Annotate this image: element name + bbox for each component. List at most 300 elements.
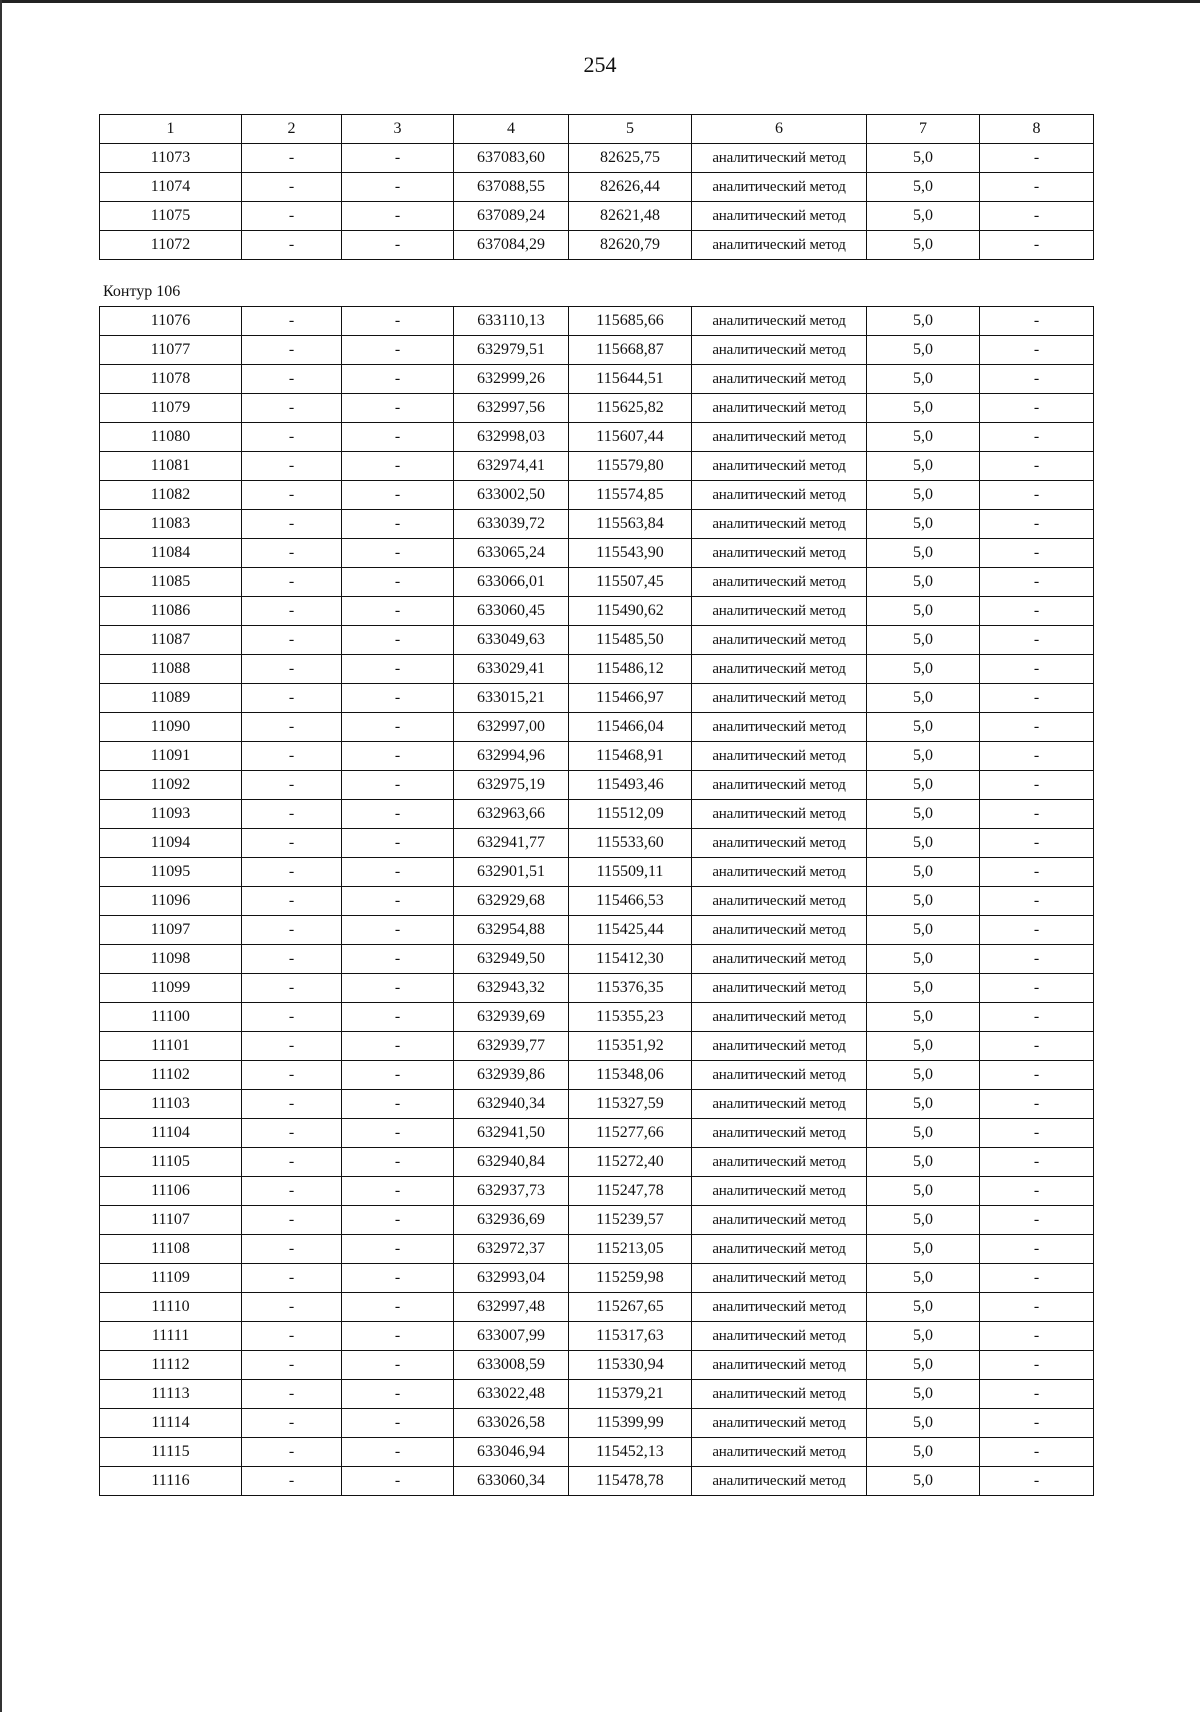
cell-coord-x: 633015,21	[454, 684, 569, 713]
cell-coord-x: 633066,01	[454, 568, 569, 597]
cell-coord-x: 632939,77	[454, 1032, 569, 1061]
cell-accuracy: 5,0	[867, 1293, 980, 1322]
header-cell: 6	[692, 115, 867, 144]
cell-coord-y: 115625,82	[569, 394, 692, 423]
cell-coord-y: 115376,35	[569, 974, 692, 1003]
cell-method: аналитический метод	[692, 1351, 867, 1380]
table-row	[100, 1032, 1094, 1061]
cell-point-number: 11076	[100, 307, 242, 336]
cell-coord-y: 115327,59	[569, 1090, 692, 1119]
table-row	[100, 800, 1094, 829]
header-cell: 8	[980, 115, 1094, 144]
cell-coord-y: 115466,53	[569, 887, 692, 916]
cell-accuracy: 5,0	[867, 858, 980, 887]
cell-point-number: 11095	[100, 858, 242, 887]
cell-col-3: -	[342, 1264, 454, 1293]
cell-coord-x: 633007,99	[454, 1322, 569, 1351]
cell-col-3: -	[342, 597, 454, 626]
cell-col-8: -	[980, 1235, 1094, 1264]
cell-point-number: 11102	[100, 1061, 242, 1090]
cell-point-number: 11096	[100, 887, 242, 916]
cell-col-2: -	[242, 336, 342, 365]
cell-col-8: -	[980, 1177, 1094, 1206]
table-row	[100, 336, 1094, 365]
cell-accuracy: 5,0	[867, 1264, 980, 1293]
table-row	[100, 539, 1094, 568]
cell-col-3: -	[342, 655, 454, 684]
cell-coord-x: 632901,51	[454, 858, 569, 887]
cell-coord-y: 115507,45	[569, 568, 692, 597]
cell-col-2: -	[242, 365, 342, 394]
cell-method: аналитический метод	[692, 1380, 867, 1409]
cell-accuracy: 5,0	[867, 365, 980, 394]
cell-method: аналитический метод	[692, 481, 867, 510]
cell-accuracy: 5,0	[867, 1003, 980, 1032]
cell-col-2: -	[242, 916, 342, 945]
cell-col-3: -	[342, 713, 454, 742]
cell-col-2: -	[242, 887, 342, 916]
cell-accuracy: 5,0	[867, 684, 980, 713]
cell-col-8: -	[980, 974, 1094, 1003]
cell-coord-x: 632972,37	[454, 1235, 569, 1264]
cell-col-2: -	[242, 1467, 342, 1496]
cell-col-2: -	[242, 1148, 342, 1177]
cell-coord-y: 115452,13	[569, 1438, 692, 1467]
cell-method: аналитический метод	[692, 1235, 867, 1264]
cell-col-2: -	[242, 829, 342, 858]
cell-col-3: -	[342, 742, 454, 771]
table-row	[100, 510, 1094, 539]
cell-coord-y: 115348,06	[569, 1061, 692, 1090]
table-row	[100, 597, 1094, 626]
cell-method: аналитический метод	[692, 713, 867, 742]
table-row	[100, 307, 1094, 336]
table-row	[100, 1235, 1094, 1264]
cell-coord-y: 115509,11	[569, 858, 692, 887]
header-cell: 5	[569, 115, 692, 144]
cell-method: аналитический метод	[692, 173, 867, 202]
table-row	[100, 423, 1094, 452]
cell-coord-x: 633065,24	[454, 539, 569, 568]
cell-col-2: -	[242, 974, 342, 1003]
contour-label: Контур 106	[103, 283, 181, 300]
cell-point-number: 11087	[100, 626, 242, 655]
cell-method: аналитический метод	[692, 655, 867, 684]
cell-accuracy: 5,0	[867, 1235, 980, 1264]
cell-method: аналитический метод	[692, 1061, 867, 1090]
header-cell: 1	[100, 115, 242, 144]
coordinates-table-contour-body	[100, 307, 1094, 1496]
cell-coord-x: 632954,88	[454, 916, 569, 945]
cell-col-8: -	[980, 510, 1094, 539]
cell-col-8: -	[980, 1293, 1094, 1322]
cell-col-3: -	[342, 173, 454, 202]
cell-accuracy: 5,0	[867, 1032, 980, 1061]
cell-col-3: -	[342, 1235, 454, 1264]
coordinates-table-top	[99, 114, 1094, 260]
cell-coord-y: 115330,94	[569, 1351, 692, 1380]
cell-col-8: -	[980, 916, 1094, 945]
cell-coord-y: 115399,99	[569, 1409, 692, 1438]
cell-coord-x: 633002,50	[454, 481, 569, 510]
cell-col-3: -	[342, 510, 454, 539]
cell-col-3: -	[342, 1293, 454, 1322]
cell-col-3: -	[342, 452, 454, 481]
table-row	[100, 1148, 1094, 1177]
cell-coord-x: 633060,34	[454, 1467, 569, 1496]
cell-coord-y: 115563,84	[569, 510, 692, 539]
table-row	[100, 1090, 1094, 1119]
cell-col-8: -	[980, 945, 1094, 974]
table-row	[100, 1003, 1094, 1032]
table-row	[100, 1293, 1094, 1322]
cell-coord-y: 115493,46	[569, 771, 692, 800]
cell-col-2: -	[242, 1061, 342, 1090]
table-row	[100, 655, 1094, 684]
cell-col-3: -	[342, 945, 454, 974]
header-cell: 2	[242, 115, 342, 144]
cell-accuracy: 5,0	[867, 655, 980, 684]
cell-method: аналитический метод	[692, 365, 867, 394]
cell-accuracy: 5,0	[867, 1351, 980, 1380]
cell-col-3: -	[342, 1467, 454, 1496]
cell-coord-y: 115466,97	[569, 684, 692, 713]
cell-col-2: -	[242, 1003, 342, 1032]
cell-col-8: -	[980, 858, 1094, 887]
table-row	[100, 858, 1094, 887]
cell-accuracy: 5,0	[867, 1090, 980, 1119]
cell-accuracy: 5,0	[867, 829, 980, 858]
cell-point-number: 11079	[100, 394, 242, 423]
table-row	[100, 1177, 1094, 1206]
cell-coord-x: 632997,48	[454, 1293, 569, 1322]
cell-coord-x: 632999,26	[454, 365, 569, 394]
cell-col-2: -	[242, 568, 342, 597]
cell-col-8: -	[980, 1380, 1094, 1409]
cell-col-3: -	[342, 916, 454, 945]
header-cell: 4	[454, 115, 569, 144]
table-row	[100, 1467, 1094, 1496]
cell-coord-y: 115213,05	[569, 1235, 692, 1264]
cell-point-number: 11081	[100, 452, 242, 481]
cell-accuracy: 5,0	[867, 423, 980, 452]
cell-coord-y: 115486,12	[569, 655, 692, 684]
cell-accuracy: 5,0	[867, 597, 980, 626]
cell-point-number: 11075	[100, 202, 242, 231]
header-cell: 3	[342, 115, 454, 144]
cell-method: аналитический метод	[692, 1467, 867, 1496]
cell-coord-x: 632998,03	[454, 423, 569, 452]
cell-method: аналитический метод	[692, 1119, 867, 1148]
cell-col-8: -	[980, 713, 1094, 742]
cell-col-8: -	[980, 626, 1094, 655]
cell-col-3: -	[342, 1032, 454, 1061]
cell-point-number: 11114	[100, 1409, 242, 1438]
cell-coord-y: 115685,66	[569, 307, 692, 336]
cell-method: аналитический метод	[692, 829, 867, 858]
table-row	[100, 684, 1094, 713]
cell-point-number: 11094	[100, 829, 242, 858]
cell-col-3: -	[342, 394, 454, 423]
cell-col-2: -	[242, 800, 342, 829]
cell-coord-x: 632979,51	[454, 336, 569, 365]
cell-method: аналитический метод	[692, 568, 867, 597]
table-row	[100, 742, 1094, 771]
table-row	[100, 202, 1094, 231]
cell-coord-x: 633110,13	[454, 307, 569, 336]
cell-point-number: 11072	[100, 231, 242, 260]
cell-coord-x: 637084,29	[454, 231, 569, 260]
cell-col-2: -	[242, 1090, 342, 1119]
cell-coord-y: 115607,44	[569, 423, 692, 452]
table-row	[100, 231, 1094, 260]
cell-col-8: -	[980, 771, 1094, 800]
table-row	[100, 916, 1094, 945]
cell-coord-y: 115574,85	[569, 481, 692, 510]
cell-coord-x: 632963,66	[454, 800, 569, 829]
cell-coord-y: 82626,44	[569, 173, 692, 202]
cell-coord-y: 115272,40	[569, 1148, 692, 1177]
cell-coord-y: 115259,98	[569, 1264, 692, 1293]
cell-point-number: 11107	[100, 1206, 242, 1235]
cell-coord-y: 115239,57	[569, 1206, 692, 1235]
cell-accuracy: 5,0	[867, 887, 980, 916]
cell-method: аналитический метод	[692, 231, 867, 260]
table-row	[100, 1438, 1094, 1467]
cell-point-number: 11106	[100, 1177, 242, 1206]
cell-method: аналитический метод	[692, 423, 867, 452]
cell-accuracy: 5,0	[867, 481, 980, 510]
cell-point-number: 11078	[100, 365, 242, 394]
cell-col-2: -	[242, 307, 342, 336]
cell-point-number: 11074	[100, 173, 242, 202]
cell-point-number: 11115	[100, 1438, 242, 1467]
cell-coord-y: 115277,66	[569, 1119, 692, 1148]
cell-col-3: -	[342, 1438, 454, 1467]
cell-point-number: 11105	[100, 1148, 242, 1177]
cell-point-number: 11109	[100, 1264, 242, 1293]
cell-method: аналитический метод	[692, 1409, 867, 1438]
table-row	[100, 173, 1094, 202]
cell-col-3: -	[342, 365, 454, 394]
cell-col-2: -	[242, 597, 342, 626]
cell-point-number: 11089	[100, 684, 242, 713]
cell-point-number: 11083	[100, 510, 242, 539]
table-row	[100, 1119, 1094, 1148]
cell-col-2: -	[242, 1351, 342, 1380]
cell-col-2: -	[242, 173, 342, 202]
cell-col-3: -	[342, 1148, 454, 1177]
table-row	[100, 829, 1094, 858]
cell-col-3: -	[342, 1061, 454, 1090]
table-row	[100, 481, 1094, 510]
cell-col-3: -	[342, 684, 454, 713]
cell-col-2: -	[242, 452, 342, 481]
cell-col-8: -	[980, 1264, 1094, 1293]
cell-col-3: -	[342, 626, 454, 655]
cell-col-8: -	[980, 1409, 1094, 1438]
scan-edge-left	[0, 0, 2, 1712]
table-row	[100, 945, 1094, 974]
cell-coord-x: 632943,32	[454, 974, 569, 1003]
table-row	[100, 713, 1094, 742]
cell-coord-x: 633039,72	[454, 510, 569, 539]
cell-col-2: -	[242, 510, 342, 539]
cell-col-2: -	[242, 1438, 342, 1467]
cell-col-3: -	[342, 771, 454, 800]
cell-col-8: -	[980, 1351, 1094, 1380]
cell-method: аналитический метод	[692, 452, 867, 481]
table-row	[100, 394, 1094, 423]
cell-col-3: -	[342, 231, 454, 260]
cell-coord-x: 633060,45	[454, 597, 569, 626]
cell-col-8: -	[980, 423, 1094, 452]
cell-col-2: -	[242, 626, 342, 655]
cell-col-3: -	[342, 568, 454, 597]
cell-point-number: 11111	[100, 1322, 242, 1351]
cell-method: аналитический метод	[692, 144, 867, 173]
cell-coord-y: 82625,75	[569, 144, 692, 173]
cell-accuracy: 5,0	[867, 1409, 980, 1438]
cell-accuracy: 5,0	[867, 945, 980, 974]
coordinates-table-contour	[99, 306, 1094, 1496]
cell-point-number: 11104	[100, 1119, 242, 1148]
cell-col-2: -	[242, 1264, 342, 1293]
cell-method: аналитический метод	[692, 1264, 867, 1293]
cell-coord-x: 633049,63	[454, 626, 569, 655]
cell-col-3: -	[342, 307, 454, 336]
cell-col-8: -	[980, 231, 1094, 260]
cell-point-number: 11103	[100, 1090, 242, 1119]
cell-coord-x: 637083,60	[454, 144, 569, 173]
cell-point-number: 11116	[100, 1467, 242, 1496]
cell-method: аналитический метод	[692, 307, 867, 336]
cell-point-number: 11099	[100, 974, 242, 1003]
cell-col-8: -	[980, 539, 1094, 568]
cell-method: аналитический метод	[692, 742, 867, 771]
cell-coord-y: 115425,44	[569, 916, 692, 945]
cell-coord-y: 115412,30	[569, 945, 692, 974]
cell-coord-x: 632975,19	[454, 771, 569, 800]
cell-col-8: -	[980, 481, 1094, 510]
cell-point-number: 11086	[100, 597, 242, 626]
cell-coord-x: 637088,55	[454, 173, 569, 202]
cell-accuracy: 5,0	[867, 336, 980, 365]
cell-coord-x: 632929,68	[454, 887, 569, 916]
cell-point-number: 11101	[100, 1032, 242, 1061]
cell-accuracy: 5,0	[867, 231, 980, 260]
cell-coord-y: 115478,78	[569, 1467, 692, 1496]
cell-accuracy: 5,0	[867, 144, 980, 173]
cell-col-8: -	[980, 144, 1094, 173]
cell-coord-x: 633046,94	[454, 1438, 569, 1467]
cell-accuracy: 5,0	[867, 626, 980, 655]
cell-col-8: -	[980, 800, 1094, 829]
cell-method: аналитический метод	[692, 1032, 867, 1061]
cell-coord-x: 632940,84	[454, 1148, 569, 1177]
cell-method: аналитический метод	[692, 1148, 867, 1177]
cell-accuracy: 5,0	[867, 1467, 980, 1496]
cell-method: аналитический метод	[692, 858, 867, 887]
cell-col-3: -	[342, 858, 454, 887]
cell-col-8: -	[980, 307, 1094, 336]
cell-method: аналитический метод	[692, 974, 867, 1003]
cell-point-number: 11080	[100, 423, 242, 452]
cell-accuracy: 5,0	[867, 916, 980, 945]
cell-col-8: -	[980, 1148, 1094, 1177]
cell-accuracy: 5,0	[867, 1206, 980, 1235]
cell-coord-x: 637089,24	[454, 202, 569, 231]
table-row	[100, 1322, 1094, 1351]
cell-col-3: -	[342, 539, 454, 568]
coordinates-table-top-body	[100, 115, 1094, 260]
table-row	[100, 144, 1094, 173]
cell-col-2: -	[242, 713, 342, 742]
table-row	[100, 1380, 1094, 1409]
cell-col-8: -	[980, 684, 1094, 713]
cell-coord-y: 115579,80	[569, 452, 692, 481]
cell-col-8: -	[980, 394, 1094, 423]
cell-col-2: -	[242, 423, 342, 452]
table-row	[100, 1061, 1094, 1090]
cell-method: аналитический метод	[692, 887, 867, 916]
cell-coord-x: 632939,69	[454, 1003, 569, 1032]
cell-coord-y: 115512,09	[569, 800, 692, 829]
cell-method: аналитический метод	[692, 771, 867, 800]
cell-point-number: 11113	[100, 1380, 242, 1409]
cell-col-2: -	[242, 231, 342, 260]
cell-col-8: -	[980, 887, 1094, 916]
cell-col-3: -	[342, 481, 454, 510]
cell-col-8: -	[980, 655, 1094, 684]
cell-point-number: 11082	[100, 481, 242, 510]
cell-col-3: -	[342, 1351, 454, 1380]
cell-col-8: -	[980, 829, 1094, 858]
cell-col-2: -	[242, 144, 342, 173]
cell-accuracy: 5,0	[867, 1380, 980, 1409]
cell-col-8: -	[980, 1206, 1094, 1235]
header-row	[100, 115, 1094, 144]
cell-col-3: -	[342, 144, 454, 173]
cell-accuracy: 5,0	[867, 1061, 980, 1090]
cell-col-3: -	[342, 974, 454, 1003]
cell-col-2: -	[242, 1119, 342, 1148]
cell-accuracy: 5,0	[867, 307, 980, 336]
cell-col-2: -	[242, 1293, 342, 1322]
cell-coord-y: 115247,78	[569, 1177, 692, 1206]
cell-col-8: -	[980, 336, 1094, 365]
cell-col-3: -	[342, 1380, 454, 1409]
cell-col-8: -	[980, 568, 1094, 597]
cell-col-2: -	[242, 1206, 342, 1235]
cell-coord-y: 115533,60	[569, 829, 692, 858]
cell-col-8: -	[980, 1322, 1094, 1351]
cell-coord-x: 632936,69	[454, 1206, 569, 1235]
cell-col-2: -	[242, 1322, 342, 1351]
table-row	[100, 1264, 1094, 1293]
cell-point-number: 11100	[100, 1003, 242, 1032]
cell-coord-y: 115351,92	[569, 1032, 692, 1061]
cell-point-number: 11091	[100, 742, 242, 771]
cell-accuracy: 5,0	[867, 1438, 980, 1467]
cell-method: аналитический метод	[692, 626, 867, 655]
cell-col-2: -	[242, 481, 342, 510]
cell-method: аналитический метод	[692, 1003, 867, 1032]
cell-method: аналитический метод	[692, 202, 867, 231]
header-cell: 7	[867, 115, 980, 144]
cell-point-number: 11084	[100, 539, 242, 568]
cell-col-8: -	[980, 1119, 1094, 1148]
